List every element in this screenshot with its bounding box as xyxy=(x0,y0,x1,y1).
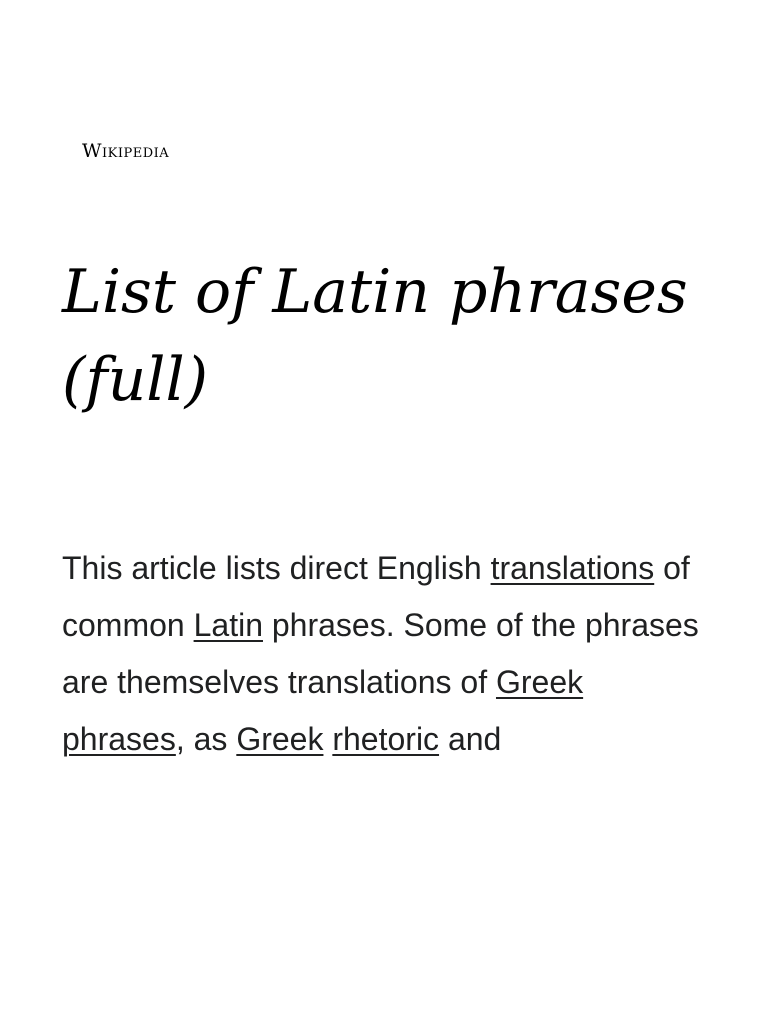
intro-text: , as xyxy=(175,721,237,757)
link-greek-phrases[interactable]: Greek phrases xyxy=(62,664,584,757)
intro-text: of common xyxy=(62,550,690,643)
link-latin[interactable]: Latin xyxy=(193,607,263,643)
intro-text: and xyxy=(439,721,502,757)
page-title: List of Latin phrases (full) xyxy=(62,257,688,415)
wikipedia-wordmark-logo[interactable]: Wikipedia xyxy=(82,140,170,162)
link-rhetoric[interactable]: rhetoric xyxy=(332,721,440,757)
intro-text xyxy=(323,721,332,757)
intro-text: This article lists direct English xyxy=(62,550,491,586)
article-intro-paragraph xyxy=(62,540,712,768)
link-greek[interactable]: Greek xyxy=(236,721,324,757)
link-translations[interactable]: translations xyxy=(490,550,655,586)
header xyxy=(82,140,169,162)
intro-text: phrases. Some of the phrases are themselves translations of xyxy=(62,607,699,700)
